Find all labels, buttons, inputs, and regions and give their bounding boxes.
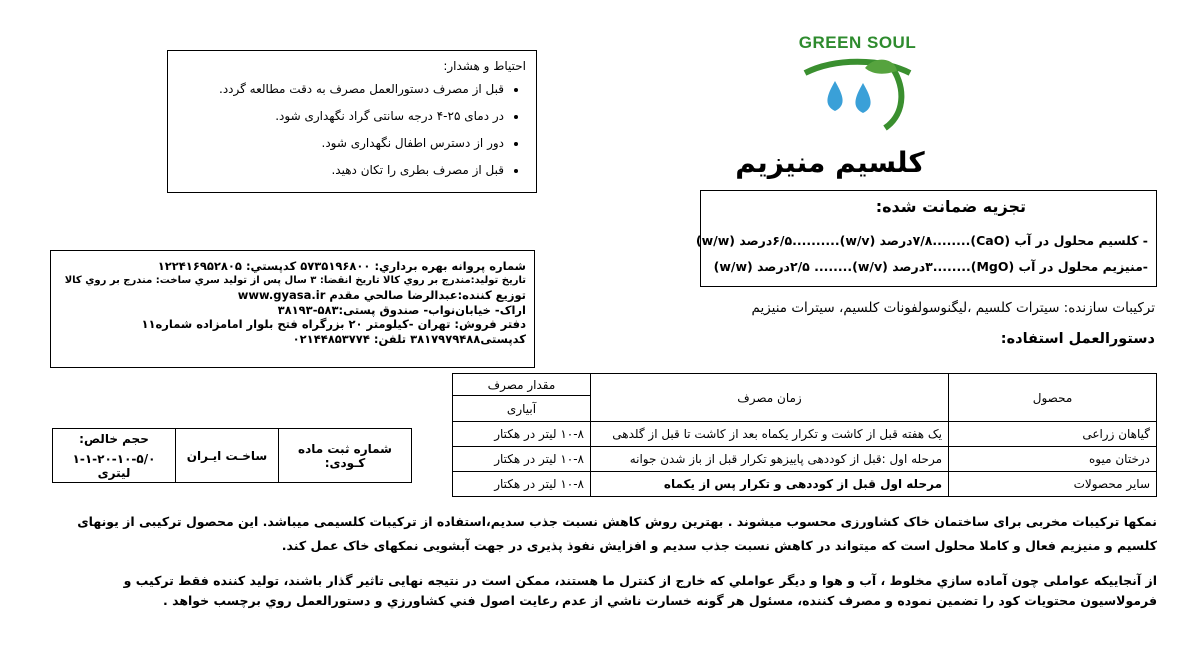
disclaimer-paragraph: از آنجاییکه عواملی چون آماده سازي مخلوط ، آب و هوا و دیگر عواملي که خارج از کنترل ما هستند، ممکن است در نتیجه نهایی تاثیر گذار باشند، تولید کننده فقط ترکیب و فرمولاسیون محتویات کود را تضمین نموده و مصرف کننده، مسئول هر گونه خسارت ناشي از عدم رعایت اصول فني کشاورزي و دستورالعمل روي برچسب خواهد . <box>123 573 1157 608</box>
warning-list <box>219 79 522 187</box>
row-time: یک هفته قبل از کاشت و تکرار یکماه بعد از کاشت تا قبل از گلدهی <box>591 422 949 447</box>
registration-info-box <box>50 250 535 368</box>
table-row <box>453 422 1157 447</box>
warning-box <box>167 50 537 193</box>
leaf-drops-icon <box>795 53 920 133</box>
net-volume-value: ۱-۱-۲۰-۱۰-۵/۰ لیتری <box>72 451 156 480</box>
warning-item: • قبل از مصرف بطری را تکان دهید. <box>219 160 504 187</box>
table-row <box>453 447 1157 472</box>
header-amount: مقدار مصرف <box>453 374 591 396</box>
product-meta-table <box>52 428 412 483</box>
usage-table <box>452 373 1157 497</box>
warning-item: • در دمای ۲۵-۴ درجه سانتی گراد نگهداری شود. <box>219 106 504 133</box>
sales-office-line: دفتر فروش: تهران -کیلومتر ۲۰ بزرگراه فتح بلوار امامزاده شماره۱۱ <box>141 317 526 331</box>
net-volume-label: حجم خالص: <box>79 431 149 446</box>
header-time: زمان مصرف <box>591 374 949 422</box>
row-product: سایر محصولات <box>949 472 1157 497</box>
description-paragraph: نمکها ترکیبات مخربی برای ساختمان خاک کشاورزی محسوب میشوند . بهترین روش کاهش نسبت جذب سدیم،استفاده از ترکیبات کلسیمی میباشد. این محصول ترکیبی از یونهای کلسیم و منیزیم فعال و کاملا محلول است که میتواند در کاهش نسبت جذب سدیم و افزایش نفوذ پذیری در جهت آبشویی نمکهای خاک عمل کند. <box>77 514 1157 553</box>
table-row <box>453 472 1157 497</box>
registration-number-label: شماره ثبت ماده کـودی: <box>279 429 412 483</box>
row-amount: ۱۰-۸ لیتر در هکتار <box>453 422 591 447</box>
row-product: درختان میوه <box>949 447 1157 472</box>
brand-logo <box>785 33 930 133</box>
made-in-label: ساخـت ایـران <box>176 429 279 483</box>
header-irrigation: آبیاری <box>453 396 591 422</box>
row-product: گیاهان زراعی <box>949 422 1157 447</box>
distributor-line: توزیع کننده:عبدالرضا صالحي مقدم www.gyasa.ir <box>237 288 526 302</box>
calcium-analysis: - کلسیم محلول در آب (CaO)........۷/۸درصد (w/v)..........۶/۵درصد (w/w) <box>695 233 1148 248</box>
warning-item: • قبل از مصرف دستورالعمل مصرف به دقت مطالعه گردد. <box>219 79 504 106</box>
warning-item: • دور از دسترس اطفال نگهداری شود. <box>219 133 504 160</box>
contact-line: کدپستی۳۸۱۷۹۷۹۴۸۸ تلفن: ۰۲۱۴۴۸۵۳۷۷۴ <box>292 331 526 346</box>
row-time: مرحله اول :قبل از کوددهی پاییزهو تکرار قبل از باز شدن جوانه <box>591 447 949 472</box>
usage-instructions-title: دستورالعمل استفاده: <box>1000 331 1155 347</box>
net-volume-cell <box>53 429 176 483</box>
dates-line: تاریخ تولید:مندرج بر روي کالا تاریخ انقضا: ۳ سال پس از تولید سري ساخت: مندرج بر روي کالا <box>64 274 526 286</box>
row-time: مرحله اول قبل از کوددهی و تکرار پس از یکماه <box>591 472 949 497</box>
row-amount: ۱۰-۸ لیتر در هکتار <box>453 447 591 472</box>
header-product: محصول <box>949 374 1157 422</box>
product-title: کلسیم منیزیم <box>735 146 925 179</box>
guarantee-title: تجزیه ضمانت شده: <box>875 197 1026 216</box>
address-line: اراک- خیابان‌نواب- صندوق پستی:۵۸۳-۳۸۱۹۳ <box>277 302 526 317</box>
ingredients-text: ترکیبات سازنده: سیترات کلسیم ،لیگنوسولفونات کلسیم، سیترات منیزیم <box>751 300 1155 316</box>
guaranteed-analysis-box <box>695 190 1157 287</box>
warning-title: احتیاط و هشدار: <box>443 59 526 73</box>
row-amount: ۱۰-۸ لیتر در هکتار <box>453 472 591 497</box>
magnesium-analysis: -منیزیم محلول در آب (MgO)........۳درصد (w/v)........ ۲/۵درصد (w/w) <box>713 259 1148 274</box>
brand-name: GREEN SOUL <box>798 33 917 52</box>
license-line: شماره پروانه بهره برداري: ۵۷۳۵۱۹۶۸۰۰ كدپستي: ۱۲۲۴۱۶۹۵۲۸۰۵ <box>157 259 526 273</box>
